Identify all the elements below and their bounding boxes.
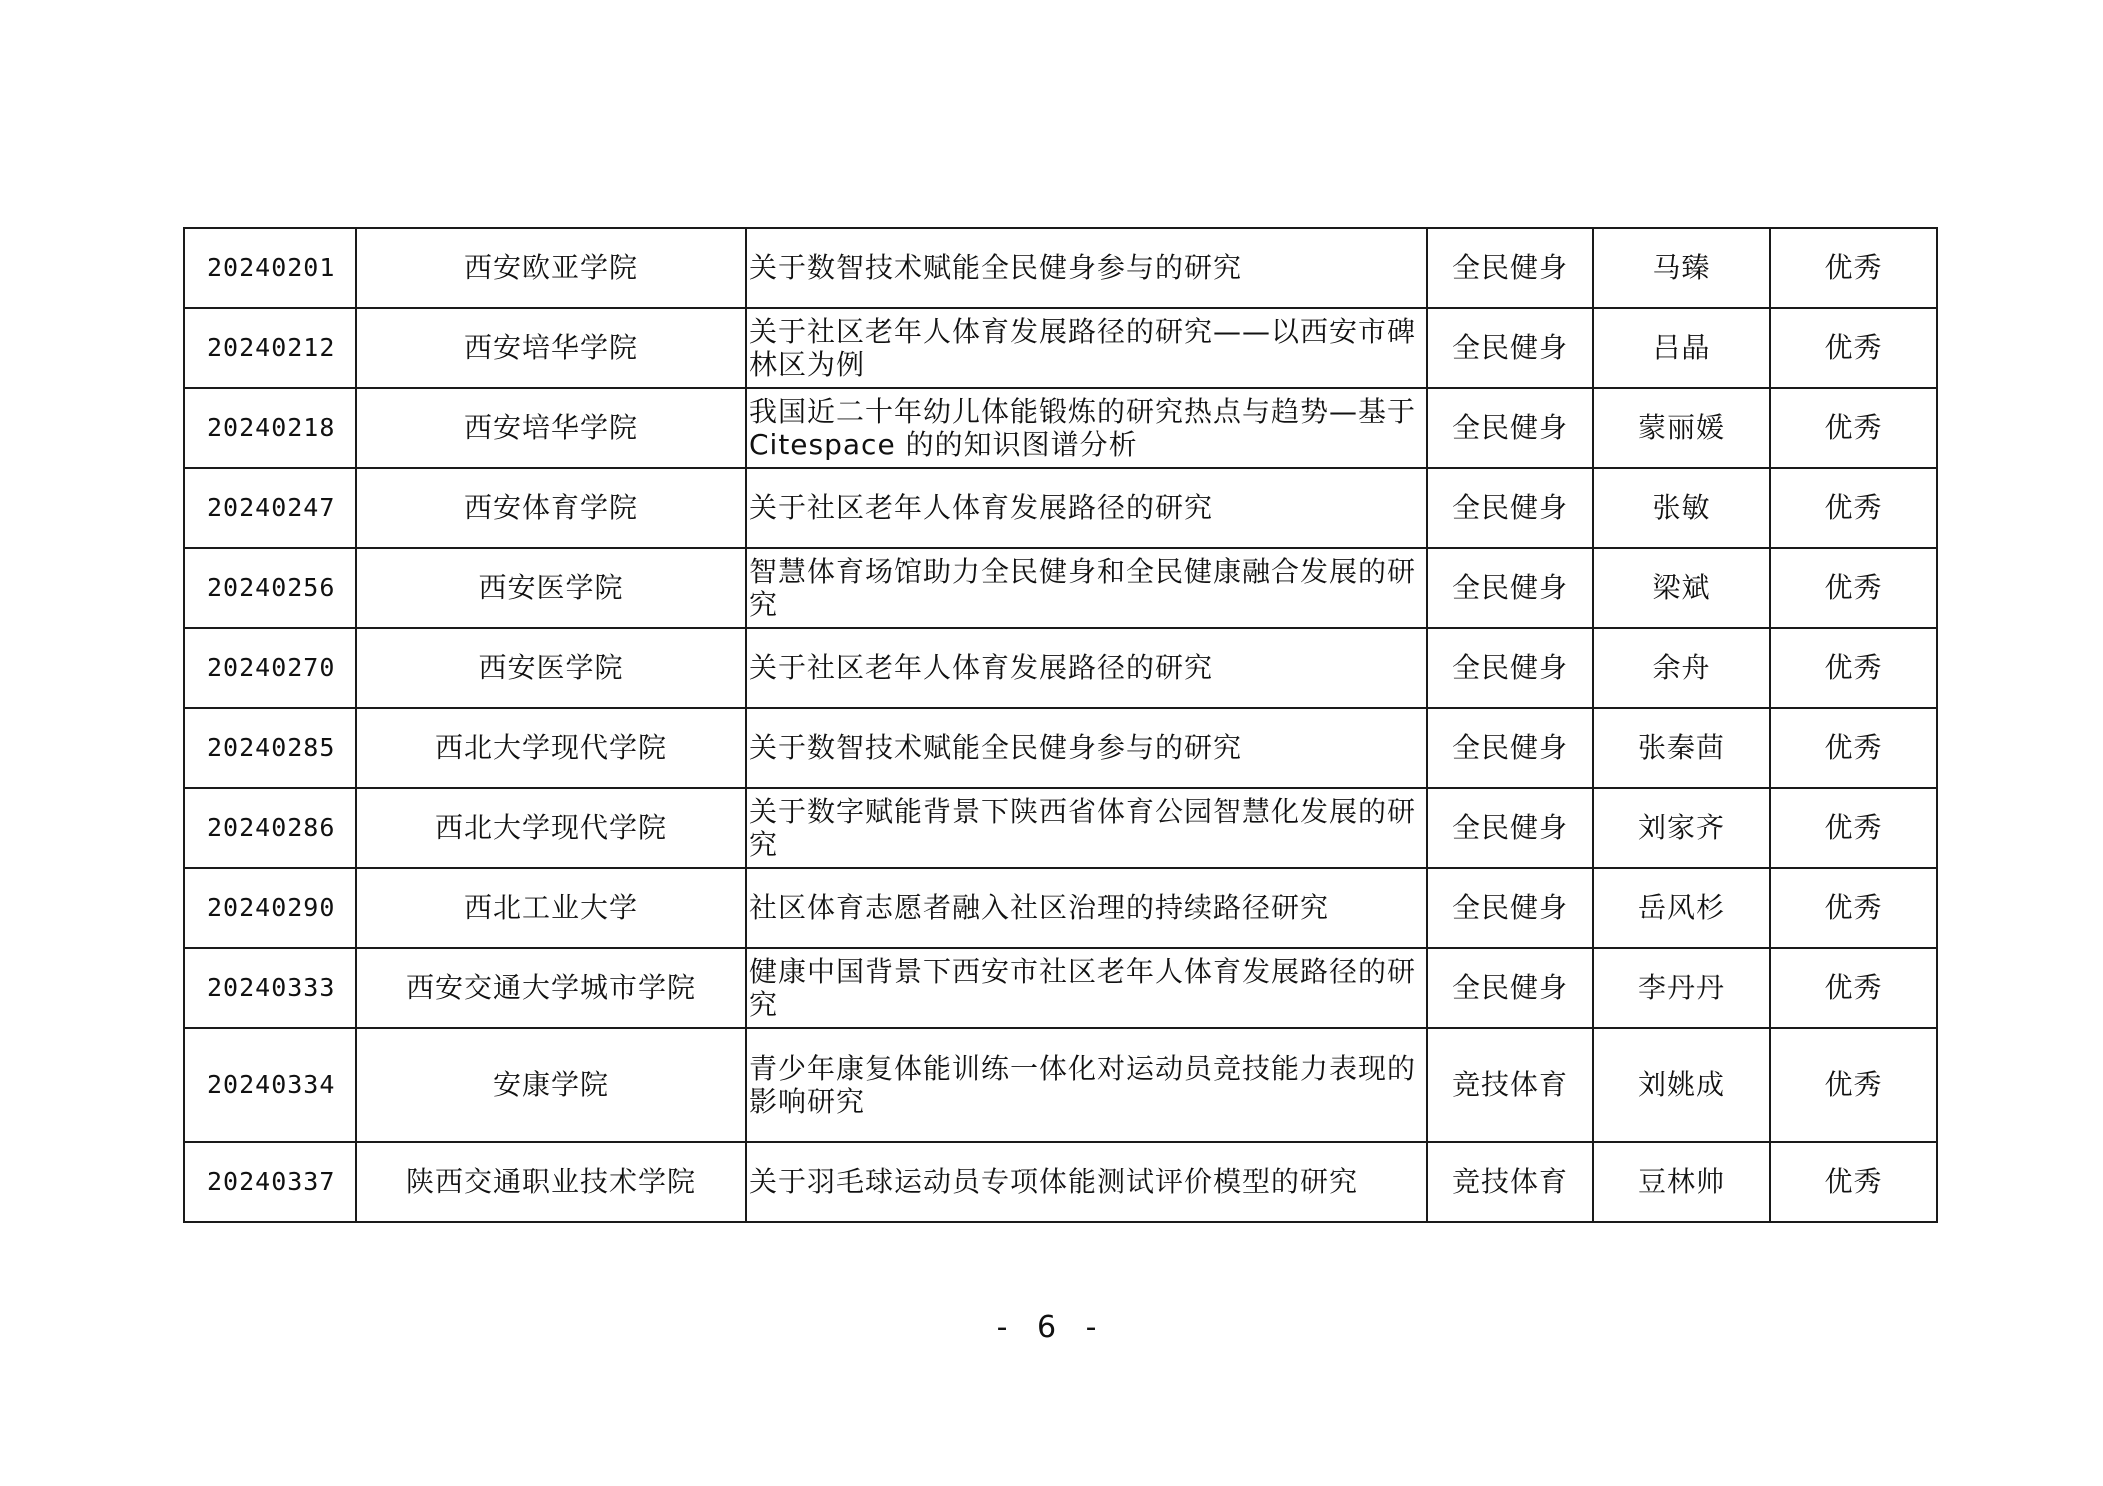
table-row: [184, 548, 1937, 628]
project-id: 20240218: [184, 388, 356, 468]
project-id: 20240270: [184, 628, 356, 708]
leader-name: 吕晶: [1593, 308, 1770, 388]
table-row: [184, 1028, 1937, 1142]
table-row: [184, 1142, 1937, 1222]
project-category: 全民健身: [1427, 788, 1593, 868]
results-table-body: [184, 228, 1937, 1222]
table-row: [184, 228, 1937, 308]
school-name: 西安体育学院: [356, 468, 746, 548]
project-title: 关于数智技术赋能全民健身参与的研究: [746, 228, 1427, 308]
evaluation-grade: 优秀: [1770, 1142, 1937, 1222]
project-id: 20240333: [184, 948, 356, 1028]
results-table: [183, 227, 1938, 1223]
project-title: 青少年康复体能训练一体化对运动员竞技能力表现的影响研究: [746, 1028, 1427, 1142]
table-row: [184, 308, 1937, 388]
school-name: 西安交通大学城市学院: [356, 948, 746, 1028]
project-title: 关于社区老年人体育发展路径的研究: [746, 468, 1427, 548]
leader-name: 张敏: [1593, 468, 1770, 548]
evaluation-grade: 优秀: [1770, 308, 1937, 388]
school-name: 西北大学现代学院: [356, 708, 746, 788]
school-name: 陕西交通职业技术学院: [356, 1142, 746, 1222]
table-row: [184, 948, 1937, 1028]
evaluation-grade: 优秀: [1770, 468, 1937, 548]
project-category: 全民健身: [1427, 308, 1593, 388]
evaluation-grade: 优秀: [1770, 868, 1937, 948]
project-id: 20240256: [184, 548, 356, 628]
leader-name: 马臻: [1593, 228, 1770, 308]
evaluation-grade: 优秀: [1770, 548, 1937, 628]
project-category: 全民健身: [1427, 548, 1593, 628]
project-category: 全民健身: [1427, 708, 1593, 788]
leader-name: 刘姚成: [1593, 1028, 1770, 1142]
evaluation-grade: 优秀: [1770, 788, 1937, 868]
leader-name: 李丹丹: [1593, 948, 1770, 1028]
table-row: [184, 868, 1937, 948]
leader-name: 岳风杉: [1593, 868, 1770, 948]
project-title: 智慧体育场馆助力全民健身和全民健康融合发展的研究: [746, 548, 1427, 628]
school-name: 西安欧亚学院: [356, 228, 746, 308]
school-name: 西安医学院: [356, 628, 746, 708]
project-title: 健康中国背景下西安市社区老年人体育发展路径的研究: [746, 948, 1427, 1028]
evaluation-grade: 优秀: [1770, 628, 1937, 708]
project-category: 全民健身: [1427, 868, 1593, 948]
project-title: 关于羽毛球运动员专项体能测试评价模型的研究: [746, 1142, 1427, 1222]
table-row: [184, 708, 1937, 788]
leader-name: 蒙丽媛: [1593, 388, 1770, 468]
project-id: 20240247: [184, 468, 356, 548]
school-name: 安康学院: [356, 1028, 746, 1142]
project-title: 我国近二十年幼儿体能锻炼的研究热点与趋势—基于 Citespace 的的知识图谱分析: [746, 388, 1427, 468]
project-category: 竞技体育: [1427, 1028, 1593, 1142]
project-id: 20240201: [184, 228, 356, 308]
evaluation-grade: 优秀: [1770, 708, 1937, 788]
project-id: 20240334: [184, 1028, 356, 1142]
project-category: 全民健身: [1427, 948, 1593, 1028]
project-category: 全民健身: [1427, 228, 1593, 308]
table-row: [184, 628, 1937, 708]
project-title: 关于数智技术赋能全民健身参与的研究: [746, 708, 1427, 788]
leader-name: 张秦茴: [1593, 708, 1770, 788]
project-id: 20240286: [184, 788, 356, 868]
project-title: 关于社区老年人体育发展路径的研究: [746, 628, 1427, 708]
leader-name: 刘家齐: [1593, 788, 1770, 868]
school-name: 西安培华学院: [356, 388, 746, 468]
leader-name: 豆林帅: [1593, 1142, 1770, 1222]
school-name: 西北大学现代学院: [356, 788, 746, 868]
project-id: 20240285: [184, 708, 356, 788]
school-name: 西安医学院: [356, 548, 746, 628]
table-row: [184, 788, 1937, 868]
project-category: 全民健身: [1427, 468, 1593, 548]
project-category: 竞技体育: [1427, 1142, 1593, 1222]
project-category: 全民健身: [1427, 388, 1593, 468]
school-name: 西安培华学院: [356, 308, 746, 388]
page-number: - 6 -: [996, 1310, 1107, 1345]
evaluation-grade: 优秀: [1770, 388, 1937, 468]
evaluation-grade: 优秀: [1770, 1028, 1937, 1142]
project-title: 关于社区老年人体育发展路径的研究——以西安市碑林区为例: [746, 308, 1427, 388]
project-id: 20240337: [184, 1142, 356, 1222]
evaluation-grade: 优秀: [1770, 228, 1937, 308]
project-category: 全民健身: [1427, 628, 1593, 708]
table-row: [184, 468, 1937, 548]
project-id: 20240212: [184, 308, 356, 388]
leader-name: 梁斌: [1593, 548, 1770, 628]
evaluation-grade: 优秀: [1770, 948, 1937, 1028]
school-name: 西北工业大学: [356, 868, 746, 948]
project-id: 20240290: [184, 868, 356, 948]
table-row: [184, 388, 1937, 468]
project-title: 关于数字赋能背景下陕西省体育公园智慧化发展的研究: [746, 788, 1427, 868]
project-title: 社区体育志愿者融入社区治理的持续路径研究: [746, 868, 1427, 948]
leader-name: 余舟: [1593, 628, 1770, 708]
